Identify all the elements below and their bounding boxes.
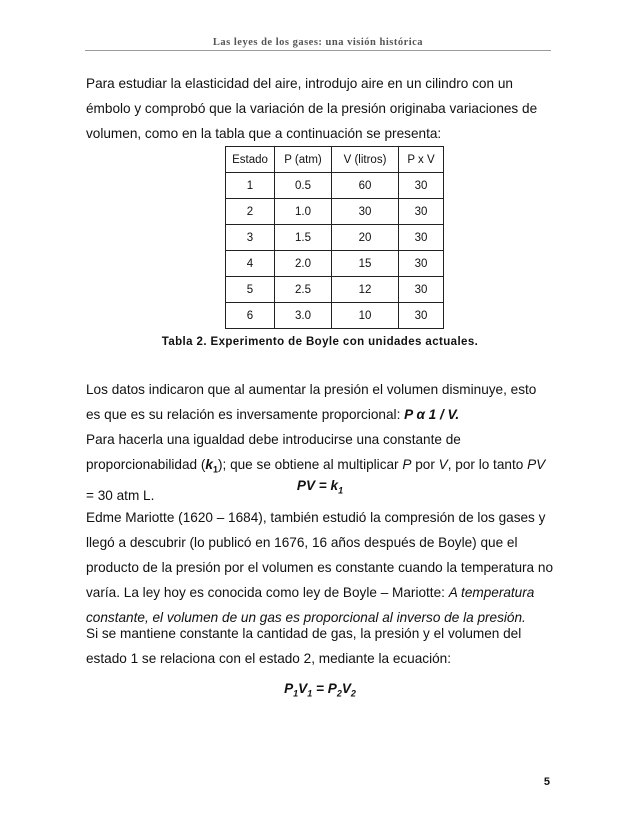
mariotte-text: Edme Mariotte (1620 – 1684), también estudió la compresión de los gases y llegó a descubrir (lo publicó en 1676, 16 años después de Boyle) que el producto de la presión por el volumen es constante cuando la temperatura no varía. La ley hoy es conocida como ley de Boyle – Mariotte: [86,510,554,600]
paragraph-intro: Para estudiar la elasticidad del aire, introdujo aire en un cilindro con un émbolo y comprobó que la variación de la presión originaba variaciones de volumen, como en la tabla que a continuación se presenta: [86,76,538,141]
cell-product: 30 [399,199,444,225]
header-pressure: P (atm) [275,147,332,173]
paragraph-relation [86,377,554,427]
cell-pressure: 2.0 [275,251,332,277]
header-volume: V (litros) [332,147,399,173]
cell-estado: 1 [226,173,275,199]
table-row [226,251,444,277]
cell-estado: 4 [226,251,275,277]
eq2-v2: V [341,681,351,696]
table-caption: Tabla 2. Experimento de Boyle con unidades actuales. [161,336,479,348]
table-row [226,277,444,303]
paragraph-mariotte [86,505,554,630]
cell-pressure: 3.0 [275,303,332,329]
cell-pressure: 0.5 [275,173,332,199]
equation-pv-k [86,478,554,496]
relation-formula: P α 1 / V. [404,407,460,422]
cell-estado: 5 [226,277,275,303]
equation-pv-k-main: PV = k [296,478,339,493]
mariotte-law: A temperatura constante, el volumen de un gas es proporcional al inverso de la presión. [86,585,535,625]
constant-k-sub: 1 [212,464,218,475]
cell-product: 30 [399,173,444,199]
constant-text-d: , por lo tanto [447,457,528,472]
constant-text-a: Para hacerla una igualdad debe introducirse una constante de proporcionabilidad ( [86,432,461,472]
eq2-p2-sub: 2 [336,688,342,699]
header-rule [85,50,551,51]
cell-volume: 30 [332,199,399,225]
constant-text-b: ); que se obtiene al multiplicar [217,457,403,472]
symbol-v: V [438,457,448,472]
eq2-p1: P [284,681,294,696]
cell-volume: 12 [332,277,399,303]
cell-estado: 6 [226,303,275,329]
table-row [226,199,444,225]
constant-text-e: = 30 atm L. [86,487,155,503]
boyle-table [225,146,444,329]
cell-product: 30 [399,225,444,251]
cell-estado: 2 [226,199,275,225]
equation-boyle-states [86,681,554,699]
eq2-equals-p2: = P [312,681,337,696]
constant-text-c: por [411,457,439,472]
eq2-v1: V [298,681,308,696]
cell-volume: 60 [332,173,399,199]
table-row [226,225,444,251]
cell-volume: 15 [332,251,399,277]
cell-product: 30 [399,277,444,303]
cell-pressure: 1.0 [275,199,332,225]
cell-volume: 20 [332,225,399,251]
header-estado: Estado [226,147,275,173]
header-product: P x V [399,147,444,173]
relation-text: Los datos indicaron que al aumentar la presión el volumen disminuye, esto es que es su relación es inversamente proporcional: [86,382,537,422]
eq2-v2-sub: 2 [350,688,356,699]
cell-volume: 10 [332,303,399,329]
cell-estado: 3 [226,225,275,251]
symbol-p: P [402,457,412,472]
page-number: 5 [543,776,550,788]
constant-k: k [205,457,213,472]
cell-pressure: 1.5 [275,225,332,251]
cell-product: 30 [399,303,444,329]
table-header-row [226,147,444,173]
table-row [226,303,444,329]
cell-pressure: 2.5 [275,277,332,303]
eq2-v1-sub: 1 [307,688,313,699]
eq2-p1-sub: 1 [293,688,299,699]
equation-pv-k-sub: 1 [338,485,344,496]
paragraph-states: Si se mantiene constante la cantidad de gas, la presión y el volumen del estado 1 se relaciona con el estado 2, mediante la ecuación: [86,626,522,666]
table-row [226,173,444,199]
symbol-pv: PV [527,457,546,472]
running-header: Las leyes de los gases: una visión histórica [212,37,424,48]
cell-product: 30 [399,251,444,277]
